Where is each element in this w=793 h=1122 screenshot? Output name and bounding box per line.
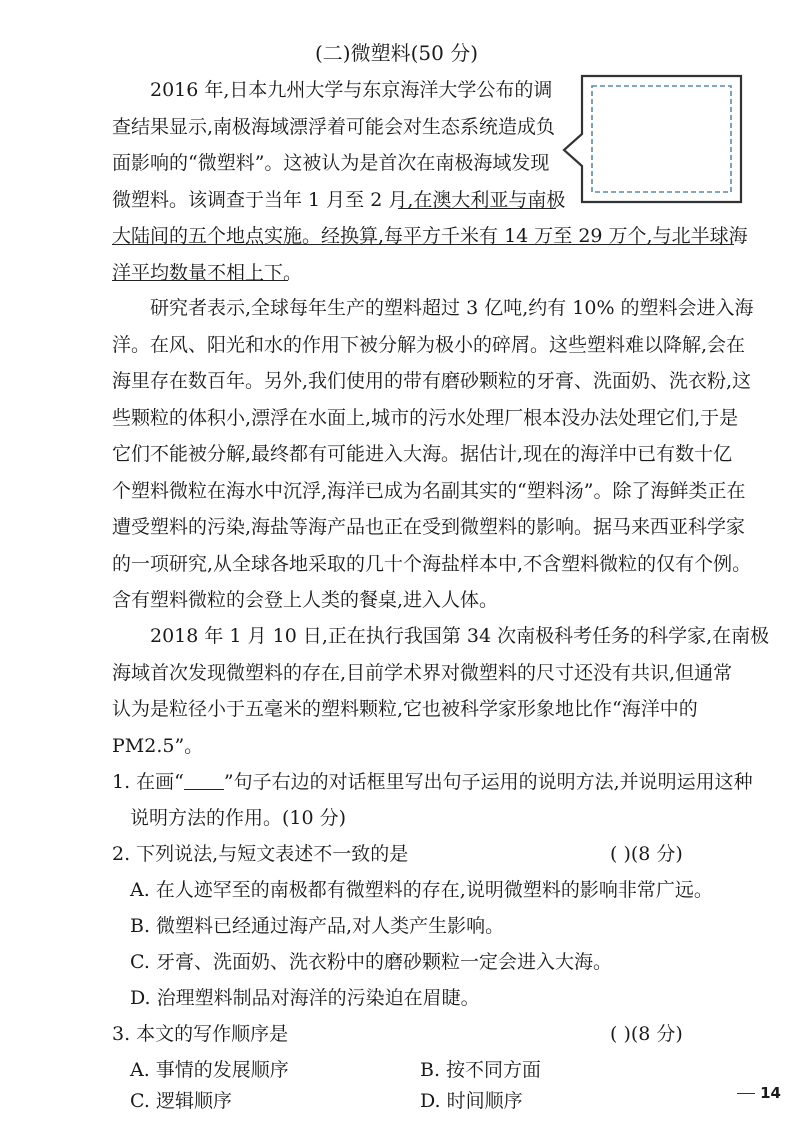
text-line: 微塑料。该调查于当年 1 月至 2 月,在澳大利亚与南极 (112, 188, 566, 211)
text-line: 海里存在数百年。另外,我们使用的带有磨砂颗粒的牙膏、洗面奶、洗衣粉,这 (112, 370, 752, 392)
page-number: 14 (760, 1084, 781, 1102)
question-3-answer-blank[interactable]: ( )(8 分) (610, 1023, 683, 1045)
question-3-option-a[interactable]: A. 事情的发展顺序 (130, 1059, 289, 1081)
question-2-option-d[interactable]: D. 治理塑料制品对海洋的污染迫在眉睫。 (130, 987, 480, 1009)
underline-mark (398, 208, 556, 209)
text-line: 的一项研究,从全球各地采取的几十个海盐样本中,不含塑料微粒的仅有个例。 (112, 552, 752, 575)
question-2-option-c[interactable]: C. 牙膏、洗面奶、洗衣粉中的磨砂颗粒一定会进入大海。 (130, 951, 612, 973)
question-3-stem: 3. 本文的写作顺序是 (112, 1023, 289, 1045)
question-3-option-c[interactable]: C. 逻辑顺序 (130, 1090, 232, 1112)
question-1-suffix: ”句子右边的对话框里写出句子运用的说明方法,并说明运用这种 (223, 771, 753, 793)
question-3-option-d[interactable]: D. 时间顺序 (420, 1090, 523, 1112)
question-1-prefix: 1. 在画“ (112, 771, 184, 793)
text-line: 个塑料微粒在海水中沉浮,海洋已成为名副其实的“塑料汤”。除了海鲜类正在 (112, 479, 746, 502)
text-line: 洋。在风、阳光和水的作用下被分解为极小的碎屑。这些塑料难以降解,会在 (112, 333, 746, 356)
paragraph-1 (112, 72, 566, 218)
question-2-option-b[interactable]: B. 微塑料已经通过海产品,对人类产生影响。 (130, 915, 505, 937)
page-number-dash (737, 1093, 755, 1094)
answer-speech-bubble[interactable] (560, 72, 745, 206)
paragraph-2 (112, 290, 754, 619)
question-1 (112, 764, 753, 801)
text-line: 洋平均数量不相上下。 (112, 261, 303, 284)
text-line: 大陆间的五个地点实施。经换算,每平方千米有 14 万至 29 万个,与北半球海 (112, 225, 748, 247)
text-line: 2018 年 1 月 10 日,正在执行我国第 34 次南极科考任务的科学家,在南极 (150, 625, 770, 647)
question-3-option-b[interactable]: B. 按不同方面 (420, 1059, 542, 1081)
text-line: 海域首次发现微塑料的存在,目前学术界对微塑料的尺寸还没有共识,但通常 (112, 661, 733, 684)
text-line: 它们不能被分解,最终都有可能进入大海。据估计,现在的海洋中已有数十亿 (112, 443, 733, 465)
text-line: 2016 年,日本九州大学与东京海洋大学公布的调 (150, 79, 553, 101)
text-line: 遭受塑料的污染,海盐等海产品也正在受到微塑料的影响。据马来西亚科学家 (112, 516, 746, 538)
section-title: (二)微塑料(50 分) (314, 41, 479, 65)
text-line: 面影响的“微塑料”。这被认为是首次在南极海域发现 (112, 152, 550, 174)
text-line: PM2.5”。 (112, 734, 204, 757)
text-line: 查结果显示,南极海域漂浮着可能会对生态系统造成负 (112, 115, 556, 138)
paragraph-3 (112, 618, 770, 764)
question-2-answer-blank[interactable]: ( )(8 分) (610, 843, 683, 865)
text-line: 认为是粒径小于五毫米的塑料颗粒,它也被科学家形象地比作“海洋中的 (112, 698, 698, 720)
question-1-line2: 说明方法的作用。(10 分) (130, 807, 347, 829)
underline-mark (112, 244, 734, 245)
underline-sample (184, 771, 224, 790)
text-line: 研究者表示,全球每年生产的塑料超过 3 亿吨,约有 10% 的塑料会进入海 (150, 297, 754, 319)
text-line: 些颗粒的体积小,漂浮在水面上,城市的污水处理厂根本没办法处理它们,于是 (112, 406, 739, 429)
text-line: 含有塑料微粒的会登上人类的餐桌,进入人体。 (112, 589, 499, 611)
question-2-option-a[interactable]: A. 在人迹罕至的南极都有微塑料的存在,说明微塑料的影响非常广远。 (130, 879, 713, 901)
question-2-stem: 2. 下列说法,与短文表述不一致的是 (112, 843, 409, 865)
underline-mark (112, 280, 288, 281)
